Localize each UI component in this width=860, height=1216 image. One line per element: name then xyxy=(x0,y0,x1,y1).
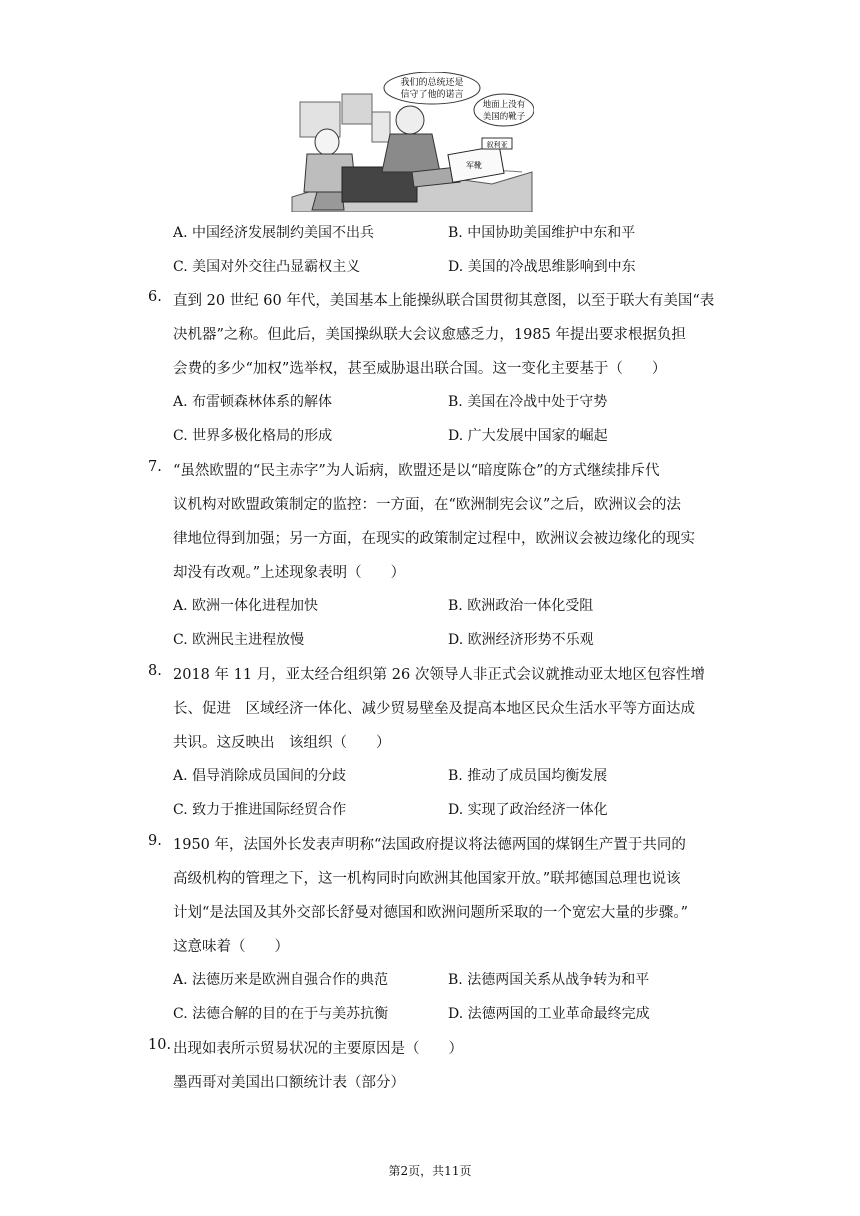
q10-line-1: 出现如表所示贸易状况的主要原因是（ ） xyxy=(173,1041,463,1057)
q8-option-a: A. 倡导消除成员国间的分歧 xyxy=(173,768,347,784)
q9-line-1: 1950 年，法国外长发表声明称“法国政府提议将法德两国的煤钢生产置于共同的 xyxy=(173,837,686,853)
box-tag-syria: 叙利亚 xyxy=(486,141,508,149)
bubble-right-line-1: 地面上没有 xyxy=(482,100,526,110)
q7-option-b: B. 欧洲政治一体化受阻 xyxy=(448,598,594,614)
bubble-right-line-2: 美国的靴子 xyxy=(482,112,526,122)
q6-option-a: A. 布雷顿森林体系的解体 xyxy=(173,394,333,410)
q8-option-b: B. 推动了成员国均衡发展 xyxy=(448,768,608,784)
q8-line-2: 长、促进 区域经济一体化、减少贸易壁垒及提高本地区民众生活水平等方面达成 xyxy=(173,701,695,717)
q5-option-a: A. 中国经济发展制约美国不出兵 xyxy=(173,225,375,241)
q7-line-3: 律地位得到加强；另一方面，在现实的政策制定过程中，欧洲议会被边缘化的现实 xyxy=(173,531,695,547)
q7-option-d: D. 欧洲经济形势不乐观 xyxy=(448,632,594,648)
q6-option-b: B. 美国在冷战中处于守势 xyxy=(448,394,608,410)
q9-option-b: B. 法德两国关系从战争转为和平 xyxy=(448,972,650,988)
q10-number: 10. xyxy=(148,1037,172,1053)
q5-option-b: B. 中国协助美国维护中东和平 xyxy=(448,225,636,241)
q8-option-d: D. 实现了政治经济一体化 xyxy=(448,802,608,818)
q6-line-2: 决机器”之称。但此后，美国操纵联大会议愈感乏力，1985 年提出要求根据负担 xyxy=(173,327,686,343)
q6-option-c: C. 世界多极化格局的形成 xyxy=(173,428,333,444)
q8-line-1: 2018 年 11 月，亚太经合组织第 26 次领导人非正式会议就推动亚太地区包容性增 xyxy=(173,667,705,683)
q6-line-3: 会费的多少“加权”选举权，甚至威胁退出联合国。这一变化主要基于（ ） xyxy=(173,361,667,377)
q5-option-c: C. 美国对外交往凸显霸权主义 xyxy=(173,259,361,275)
q7-line-1: “虽然欧盟的“民主赤字”为人诟病，欧盟还是以“暗度陈仓”的方式继续排斥代 xyxy=(173,463,660,479)
q8-line-3: 共识。这反映出 该组织（ ） xyxy=(173,735,391,751)
q8-option-c: C. 致力于推进国际经贸合作 xyxy=(173,802,347,818)
q9-option-a: A. 法德历来是欧洲自强合作的典范 xyxy=(173,972,389,988)
q6-number: 6. xyxy=(148,289,162,305)
q7-option-c: C. 欧洲民主进程放慢 xyxy=(173,632,305,648)
page-footer: 第2页，共11页 xyxy=(388,1164,472,1178)
q7-line-2: 议机构对欧盟政策制定的监控：一方面，在“欧洲制宪会议”之后，欧洲议会的法 xyxy=(173,497,681,513)
q9-option-d: D. 法德两国的工业革命最终完成 xyxy=(448,1006,650,1022)
q9-line-3: 计划“是法国及其外交部长舒曼对德国和欧洲问题所采取的一个宽宏大量的步骤。” xyxy=(173,905,689,921)
bubble-left-line-1: 我们的总统还是 xyxy=(400,78,464,88)
q6-line-1: 直到 20 世纪 60 年代，美国基本上能操纵联合国贯彻其意图，以至于联大有美国“表 xyxy=(173,293,715,309)
q6-option-d: D. 广大发展中国家的崛起 xyxy=(448,428,608,444)
q9-line-2: 高级机构的管理之下，这一机构同时向欧洲其他国家开放。”联邦德国总理也说该 xyxy=(173,871,681,887)
bubble-left-line-2: 信守了他的诺言 xyxy=(400,90,464,100)
q9-number: 9. xyxy=(148,833,162,849)
box-tag-boots: 军靴 xyxy=(466,161,482,170)
q5-option-d: D. 美国的冷战思维影响到中东 xyxy=(448,259,636,275)
q7-line-4: 却没有改观。”上述现象表明（ ） xyxy=(173,565,406,581)
q9-line-4: 这意味着（ ） xyxy=(173,939,289,955)
q9-option-c: C. 法德合解的目的在于与美苏抗衡 xyxy=(173,1006,389,1022)
q7-number: 7. xyxy=(148,459,162,475)
q7-option-a: A. 欧洲一体化进程加快 xyxy=(173,598,319,614)
q8-number: 8. xyxy=(148,663,162,679)
political-cartoon xyxy=(282,72,534,212)
q10-table-caption: 墨西哥对美国出口额统计表（部分） xyxy=(173,1075,405,1091)
